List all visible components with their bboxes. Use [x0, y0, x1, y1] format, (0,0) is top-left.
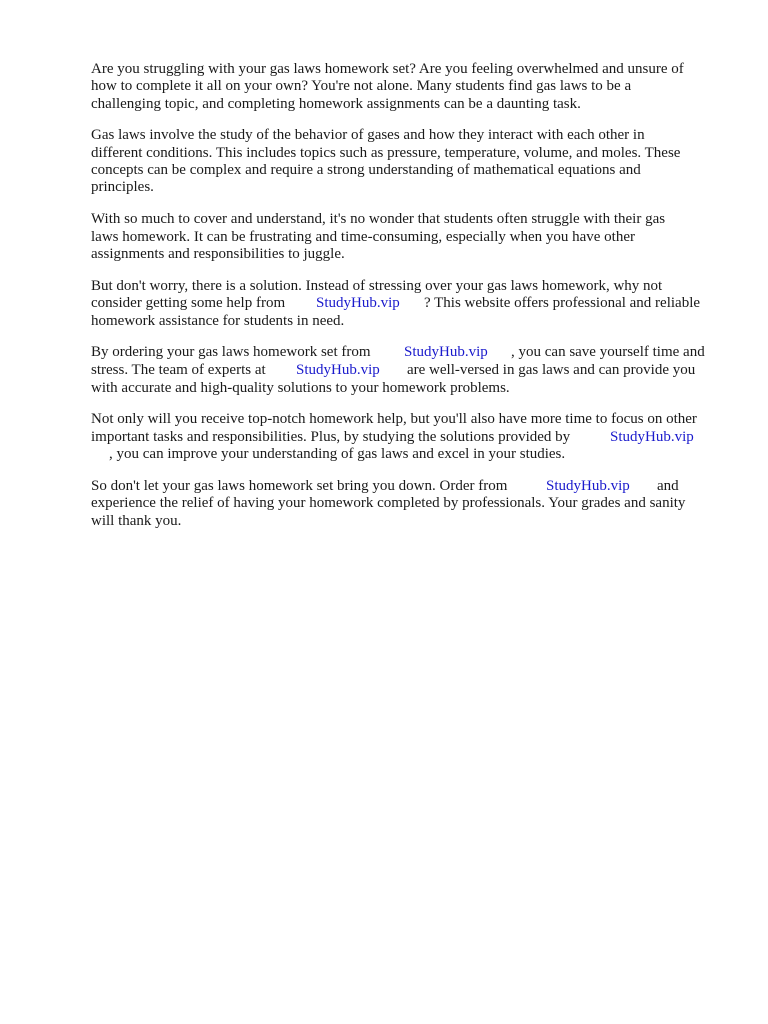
paragraph-line: experience the relief of having your homework completed by professionals. Your grades and sanity — [91, 495, 686, 511]
paragraph-line: Not only will you receive top-notch homework help, but you'll also have more time to focus on other — [91, 411, 697, 427]
paragraph-line: how to complete it all on your own? You're not alone. Many students find gas laws to be a — [91, 78, 632, 94]
paragraph-line — [91, 478, 731, 495]
paragraph-line: homework assistance for students in need. — [91, 313, 345, 329]
paragraph-line — [91, 429, 731, 446]
paragraph-text: are well-versed in gas laws and can provide you — [407, 362, 696, 378]
studyhub-link[interactable]: StudyHub.vip — [404, 344, 488, 360]
paragraph-line: , you can improve your understanding of gas laws and excel in your studies. — [109, 446, 566, 462]
studyhub-link[interactable]: StudyHub.vip — [316, 295, 400, 311]
paragraph-line: With so much to cover and understand, it's no wonder that students often struggle with their gas — [91, 211, 666, 227]
paragraph-text: consider getting some help from — [91, 295, 286, 311]
paragraph-line: But don't worry, there is a solution. Instead of stressing over your gas laws homework, why not — [91, 278, 663, 294]
paragraph-line — [91, 295, 731, 312]
paragraph-line — [91, 344, 731, 361]
paragraph-text: By ordering your gas laws homework set from — [91, 344, 371, 360]
paragraph-text: ? This website offers professional and reliable — [424, 295, 701, 311]
paragraph-line: will thank you. — [91, 513, 182, 529]
paragraph-text: So don't let your gas laws homework set bring you down. Order from — [91, 478, 508, 494]
paragraph-line: assignments and responsibilities to juggle. — [91, 246, 345, 262]
paragraph-text: , you can save yourself time and — [511, 344, 705, 360]
paragraph-line: concepts can be complex and require a strong understanding of mathematical equations and — [91, 162, 641, 178]
paragraph-line: challenging topic, and completing homework assignments can be a daunting task. — [91, 96, 581, 112]
paragraph-text: important tasks and responsibilities. Plus, by studying the solutions provided by — [91, 429, 571, 445]
studyhub-link[interactable]: StudyHub.vip — [610, 429, 694, 445]
studyhub-link[interactable]: StudyHub.vip — [296, 362, 380, 378]
paragraph-line: different conditions. This includes topics such as pressure, temperature, volume, and moles. These — [91, 145, 681, 161]
paragraph-text: stress. The team of experts at — [91, 362, 266, 378]
paragraph-line: principles. — [91, 179, 154, 195]
studyhub-link[interactable]: StudyHub.vip — [546, 478, 630, 494]
paragraph-line: with accurate and high-quality solutions to your homework problems. — [91, 380, 510, 396]
paragraph-line: laws homework. It can be frustrating and time-consuming, especially when you have other — [91, 229, 636, 245]
paragraph-line: Are you struggling with your gas laws homework set? Are you feeling overwhelmed and unsure of — [91, 61, 684, 77]
paragraph-text: and — [657, 478, 679, 494]
paragraph-line: Gas laws involve the study of the behavior of gases and how they interact with each other in — [91, 127, 645, 143]
paragraph-line — [91, 362, 731, 379]
